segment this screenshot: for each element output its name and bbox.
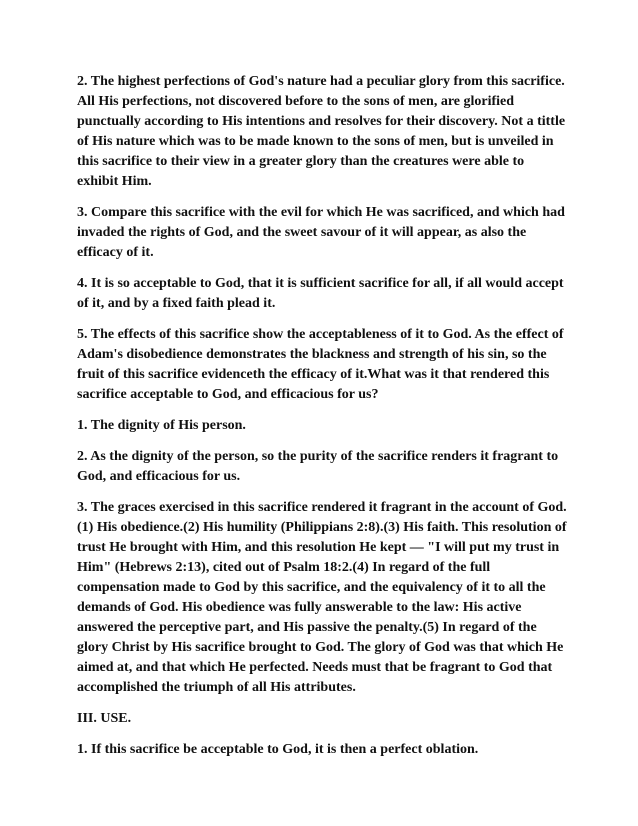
section-heading-use: III. USE.: [77, 711, 132, 726]
paragraph-purity-of-sacrifice: 2. As the dignity of the person, so the purity of the sacrifice renders it fragrant to God, and efficacious for us.: [77, 449, 559, 484]
document-page: [77, 72, 567, 771]
paragraph-perfections: 2. The highest perfections of God's nature had a peculiar glory from this sacrifice. All His perfections, not discovered before to the sons of men, are glorified punctually according to His intentions and resolves for their discovery. Not a tittle of His nature which was to be made known to the sons of men, but is unveiled in this sacrifice to their view in a greater glory than the creatures were able to exhibit Him.: [77, 74, 566, 189]
paragraph-compare-sacrifice: 3. Compare this sacrifice with the evil for which He was sacrificed, and which had invaded the rights of God, and the sweet savour of it will appear, as also the efficacy of it.: [77, 205, 565, 260]
paragraph-effects-of-sacrifice: 5. The effects of this sacrifice show the acceptableness of it to God. As the effect of Adam's disobedience demonstrates the blackness and strength of his sin, so the fruit of this sacrifice evidenceth the efficacy of it.What was it that rendered this sacrifice acceptable to God, and efficacious for us?: [77, 327, 564, 402]
paragraph-perfect-oblation: 1. If this sacrifice be acceptable to God, it is then a perfect oblation.: [77, 742, 479, 757]
paragraph-graces-exercised: 3. The graces exercised in this sacrifice rendered it fragrant in the account of God.(1) His obedience.(2) His humility (Philippians 2:8).(3) His faith. This resolution of trust He brought with Him, and this resolution He kept — "I will put my trust in Him" (Hebrews 2:13), cited out of Psalm 18:2.(4) In regard of the full compensation made to God by this sacrifice, and the equivalency of it to all the demands of God. His obedience was fully answerable to the law: His active answered the perceptive part, and His passive the penalty.(5) In regard of the glory Christ by His sacrifice brought to God. The glory of God was that which He aimed at, and that which He perfected. Needs must that be fragrant to God that accomplished the triumph of all His attributes.: [77, 500, 567, 695]
paragraph-dignity-of-person: 1. The dignity of His person.: [77, 418, 246, 433]
paragraph-acceptable-to-god: 4. It is so acceptable to God, that it is sufficient sacrifice for all, if all would accept of it, and by a fixed faith plead it.: [77, 276, 564, 311]
